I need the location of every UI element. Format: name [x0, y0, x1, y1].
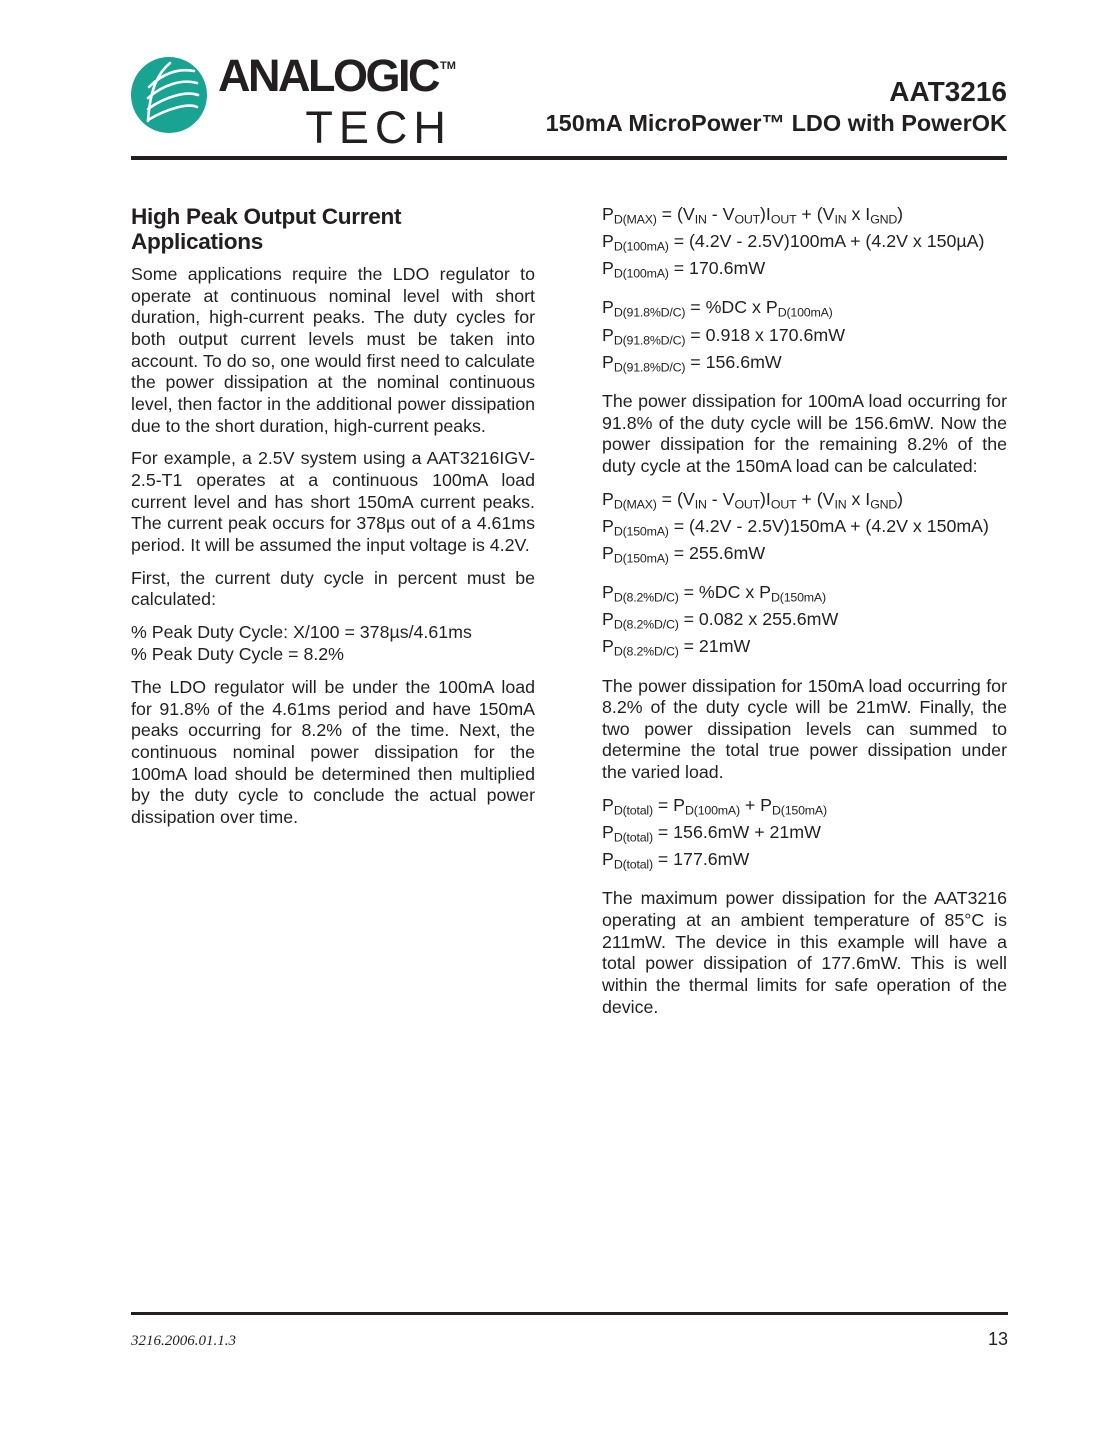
header-rule — [131, 156, 1007, 160]
equation-line: $P_{D(91.8\%D/C)} = \%DC$ x $P_{D(100mA)}$ — [602, 297, 833, 320]
company-logo — [131, 50, 456, 153]
paragraph-example: For example, a 2.5V system using a AAT3216IGV-2.5-T1 operates at a continuous 100mA load current level and has short 150mA current peaks. The current peak occurs for 378µs out of a 4.61ms period. It will be assumed the input voltage is 4.2V. — [131, 448, 535, 555]
paragraph-duty-cycle-intro: First, the current duty cycle in percent must be calculated: — [131, 567, 535, 610]
equation-line: % Peak Duty Cycle = 8.2% — [131, 643, 344, 664]
equation-line: $P_{D(total)} = P_{D(100mA)} + P_{D(150mA)}$ — [602, 794, 827, 818]
page-footer — [131, 1312, 1008, 1350]
equation-line: $P_{D(total)} = 156.6mW + 21mW$ — [602, 821, 821, 845]
pd-100ma-equations — [602, 204, 1007, 285]
duty-cycle-equations — [131, 622, 535, 665]
document-titles — [546, 77, 1007, 139]
equation-line: $P_{D(150mA)} = (4.2V - 2.5V)150mA + (4.2V$ x 150mA) — [602, 515, 989, 539]
section-title: High Peak Output Current Applications — [131, 204, 402, 254]
equation-line: $P_{D(8.2\%D/C)} = \%DC$ x $P_{D(150mA)}$ — [602, 582, 826, 605]
page-number: 13 — [987, 1329, 1008, 1349]
equation-line: % Peak Duty Cycle: X/100 = 378µs/4.61ms — [131, 621, 472, 642]
equation-line: $P_{D(MAX)} = (V_{IN} - V_{OUT})I_{OUT} + (V_{IN}$ x $I_{GND}$) — [602, 204, 904, 227]
equation-line: $P_{D(8.2\%D/C)} = 21mW$ — [602, 636, 751, 659]
footer-row — [131, 1329, 1008, 1350]
paragraph-intro: Some applications require the LDO regulator to operate at continuous nominal level with short duration, high-current peaks. The duty cycles for both output current levels must be taken into account. To do so, one would first need to calculate the power dissipation at the nominal continuous level, then factor in the additional power dissipation due to the short duration, high-current peaks. — [131, 264, 535, 436]
right-column — [602, 204, 1007, 1029]
equation-line: $P_{D(91.8\%D/C)} = 0.918$ x 170.6mW — [602, 324, 845, 348]
logo-analogic-text — [218, 50, 456, 109]
equation-line: $P_{D(8.2\%D/C)} = 0.082$ x 255.6mW — [602, 609, 839, 632]
pd-150ma-equations — [602, 489, 1007, 570]
leaf-logo-icon — [131, 57, 207, 133]
paragraph-100ma-result: The power dissipation for 100mA load occurring for 91.8% of the duty cycle will be 156.6mW. Now the power dissipation for the remaining 8.2% of the duty cycle at the 150mA load can be calculated: — [602, 390, 1007, 476]
pd-91-8-duty-equations — [602, 297, 1007, 378]
logo-tech-text: TECH — [305, 102, 452, 153]
logo-analogic-word: ANALOGIC — [218, 50, 438, 101]
paragraph-duty-cycle-result: The LDO regulator will be under the 100mA load for 91.8% of the 4.61ms period and have 150mA peaks occurring for 8.2% of the time. Next, the continuous nominal power dissipation for the 100mA load should be determined then multiplied by the duty cycle to conclude the actual power dissipation over time. — [131, 677, 535, 828]
equation-line: $P_{D(100mA)} = (4.2V - 2.5V)100mA + (4.2V$ x 150µA) — [602, 231, 985, 254]
paragraph-conclusion: The maximum power dissipation for the AAT3216 operating at an ambient temperature of 85°C is 211mW. The device in this example will have a total power dissipation of 177.6mW. This is well within the thermal limits for safe operation of the device. — [602, 888, 1007, 1017]
part-number: AAT3216 — [889, 76, 1007, 107]
pd-8-2-duty-equations — [602, 582, 1007, 663]
left-column — [131, 204, 535, 1029]
logo-text — [218, 50, 456, 153]
equation-line: $P_{D(total)} = 177.6mW$ — [602, 849, 750, 872]
document-revision-number: 3216.2006.01.1.3 — [131, 1333, 236, 1349]
trademark-superscript: TM — [440, 60, 456, 72]
footer-rule — [131, 1312, 1008, 1315]
equation-line: $P_{D(91.8\%D/C)} = 156.6mW$ — [602, 351, 782, 375]
content-columns — [0, 204, 1105, 1029]
equation-line: $P_{D(MAX)} = (V_{IN} - V_{OUT})I_{OUT} + (V_{IN}$ x $I_{GND}$) — [602, 488, 904, 512]
equation-line: $P_{D(150mA)} = 255.6mW$ — [602, 542, 766, 566]
page-header — [0, 0, 1105, 153]
document-title: 150mA MicroPower™ LDO with PowerOK — [545, 110, 1007, 136]
equation-line: $P_{D(100mA)} = 170.6mW$ — [602, 258, 766, 281]
pd-total-equations — [602, 795, 1007, 876]
paragraph-150ma-result: The power dissipation for 150mA load occurring for 8.2% of the duty cycle will be 21mW. Finally, the two power dissipation levels can summed to determine the total true power dissipation under the varied load. — [602, 675, 1007, 783]
